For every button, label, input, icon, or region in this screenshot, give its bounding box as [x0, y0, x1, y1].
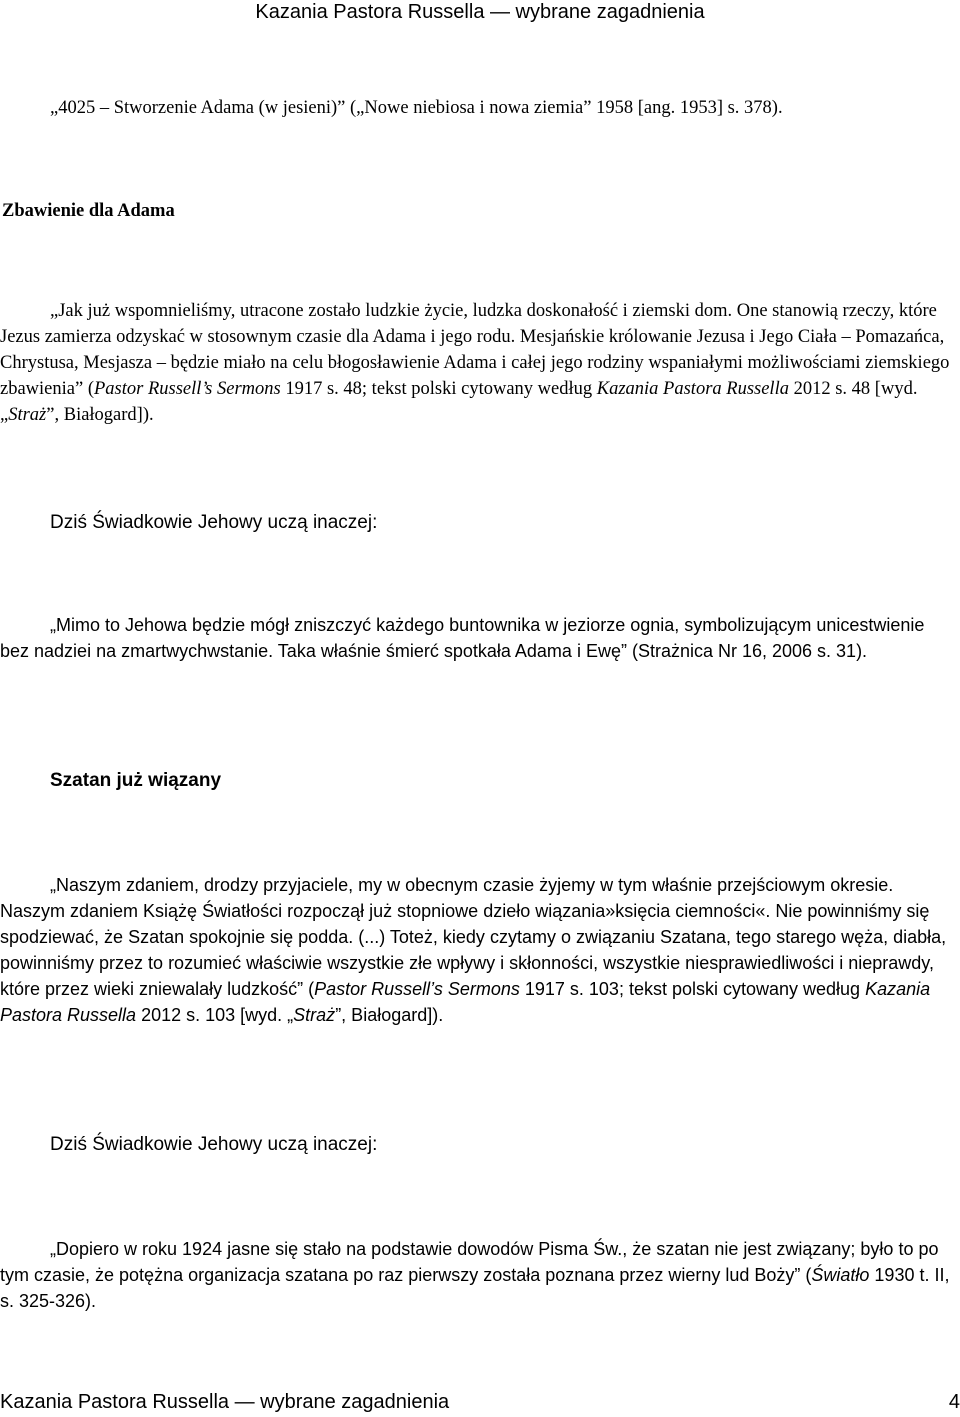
paragraph-italic-book: Kazania Pastora Russella [0, 979, 931, 1025]
quote-italic-source: Światło [811, 1265, 870, 1285]
quote-stworzenie-adama [0, 95, 956, 121]
quote-part: 1930 t. II, s. 325-326). [0, 1265, 950, 1311]
paragraph-part: 1917 s. 48; tekst polski cytowany według [280, 379, 597, 399]
paragraph-italic-publisher: Straż [8, 405, 47, 425]
paragraph-part: 1917 s. 103; tekst polski cytowany według [519, 979, 866, 999]
paragraph-text [0, 298, 956, 428]
section-heading-zbawienie: Zbawienie dla Adama [2, 201, 175, 221]
quote-straznica [0, 612, 956, 664]
quote-line [0, 95, 956, 121]
header-title: Kazania Pastora Russella — wybrane zagadnienia [255, 1, 705, 23]
quote-text: „4025 – Stworzenie Adama (w jesieni)” („Nowe niebiosa i nowa ziemia” 1958 [ang. 1953] s. 378). [50, 98, 783, 118]
quote-text [0, 1236, 956, 1314]
quote-swiatlo [0, 1236, 956, 1314]
paragraph-italic-source: Pastor Russell’s Sermons [93, 379, 281, 399]
paragraph-part: 2012 s. 48 [wyd. „ [0, 379, 918, 425]
paragraph-italic-book: Kazania Pastora Russella [596, 379, 789, 399]
paragraph-part: ”, Białogard]). [46, 405, 154, 425]
paragraph-part: „Naszym zdaniem, drodzy przyjaciele, my w obecnym czasie żyjemy w tym właśnie przejściowym okresie. Naszym zdaniem Książę Światłości rozpoczął już stopniowe dzieło wiązania»księcia ciemności«. Nie powinniśmy się spodziewać, że Szatan spokojnie się podda. (...) Toteż, kiedy czytamy o związaniu Szatana, tego starego węża, diabła, powinniśmy przez to rozumieć właściwie wszystkie złe wpływy i skłonności, wszystkie niesprawiedliwości i nieprawdy, które przez wieki zniewalały ludzkość” ( [0, 875, 947, 999]
quote-part: „Dopiero w roku 1924 jasne się stało na podstawie dowodów Pisma Św., że szatan nie jest związany; było to po tym czasie, że potężna organizacja szatana po raz pierwszy została poznana przez wierny lud Boży” ( [0, 1239, 939, 1285]
paragraph-part: 2012 s. 103 [wyd. „ [136, 1005, 294, 1025]
intro-jehovah-witnesses: Dziś Świadkowie Jehowy uczą inaczej: [50, 512, 378, 533]
page-number: 4 [948, 1391, 960, 1413]
paragraph-part: ”, Białogard]). [335, 1005, 444, 1025]
paragraph-zbawienie [0, 298, 956, 428]
footer-title: Kazania Pastora Russella — wybrane zagadnienia [0, 1391, 450, 1413]
section-heading-szatan: Szatan już wiązany [50, 770, 222, 791]
paragraph-part: „Jak już wspomnieliśmy, utracone zostało ludzkie życie, ludzka doskonałość i ziemski dom. One stanowią rzeczy, które Jezus zamierza odzyskać w stosownym czasie dla Adama i jego rodu. Mesjańskie królowanie Jezusa i Jego Ciała – Pomazańca, Chrystusa, Mesjasza – będzie miało na celu błogosławienie Adama i całej jego rodziny wspaniałymi możliwościami ziemskiego zbawienia” ( [0, 301, 950, 399]
paragraph-szatan [0, 872, 956, 1028]
paragraph-text [0, 872, 956, 1028]
intro-jehovah-witnesses-2: Dziś Świadkowie Jehowy uczą inaczej: [50, 1134, 378, 1155]
paragraph-italic-publisher: Straż [293, 1005, 336, 1025]
quote-text: „Mimo to Jehowa będzie mógł zniszczyć każdego buntownika w jeziorze ognia, symbolizującym unicestwienie bez nadziei na zmartwychwstanie. Taka właśnie śmierć spotkała Adama i Ewę” (Strażnica Nr 16, 2006 s. 31). [0, 615, 925, 661]
paragraph-italic-source: Pastor Russell’s Sermons [314, 979, 520, 999]
